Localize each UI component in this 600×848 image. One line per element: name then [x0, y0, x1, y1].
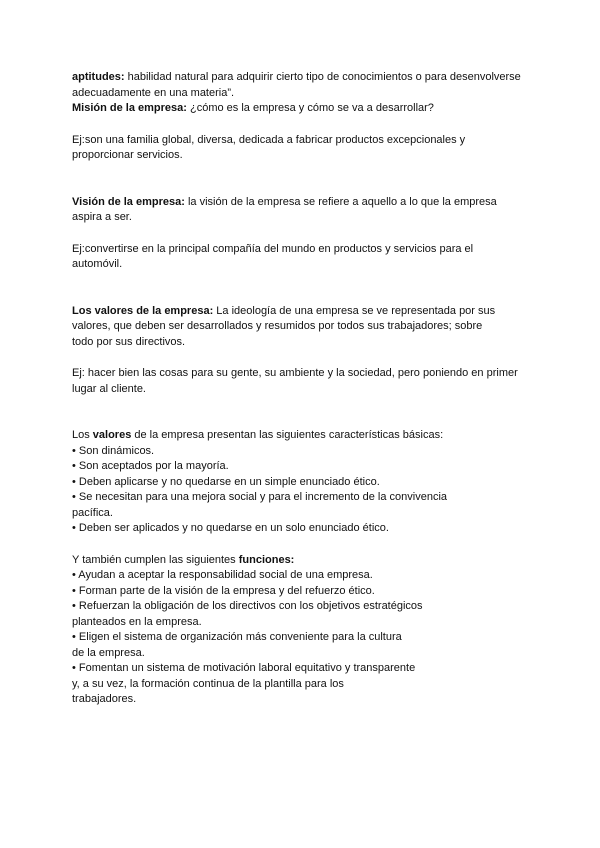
valores-definition — [72, 304, 542, 351]
caracteristicas-intro — [72, 428, 542, 444]
list-item: • Ayudan a aceptar la responsabilidad social de una empresa. — [72, 569, 373, 581]
list-item: de la empresa. — [72, 646, 145, 659]
mision-example-1: Ej:son una familia global, diversa, dedicada a fabricar productos excepcionales y — [72, 133, 466, 146]
aptitudes-term: aptitudes: — [72, 71, 125, 83]
valores-example-2: lugar al cliente. — [72, 382, 146, 395]
list-item: trabajadores. — [72, 693, 137, 705]
list-item: • Son dinámicos. — [72, 444, 155, 457]
vision-text-2: aspira a ser. — [72, 211, 132, 223]
list-item: • Forman parte de la visión de la empresa y del refuerzo ético. — [72, 584, 375, 597]
list-item: • Deben aplicarse y no quedarse en un simple enunciado ético. — [72, 475, 380, 488]
list-item: • Deben ser aplicados y no quedarse en un solo enunciado ético. — [72, 522, 389, 534]
caracteristicas-intro-pre: Los — [72, 429, 93, 441]
list-item: • Fomentan un sistema de motivación laboral equitativo y transparente — [72, 662, 416, 674]
funciones-intro — [72, 553, 542, 569]
funciones-intro-bold: funciones: — [238, 553, 295, 566]
list-item: • Se necesitan para una mejora social y para el incremento de la convivencia — [72, 491, 448, 503]
vision-example-1: Ej:convertirse en la principal compañía del mundo en productos y servicios para el — [72, 242, 474, 255]
funciones-section — [72, 553, 542, 708]
aptitudes-text-1: habilidad natural para adquirir cierto tipo de conocimientos o para desenvolverse — [124, 71, 521, 83]
valores-example — [72, 366, 542, 397]
vision-example-2: automóvil. — [72, 258, 123, 270]
vision-example — [72, 242, 542, 273]
document-body — [72, 70, 542, 708]
vision-term: Visión de la empresa: — [72, 195, 185, 208]
caracteristicas-section — [72, 428, 542, 537]
mision-example-2: proporcionar servicios. — [72, 149, 183, 161]
list-item: • Eligen el sistema de organización más conveniente para la cultura — [72, 631, 402, 643]
valores-text-1: La ideología de una empresa se ve representada por sus — [213, 304, 496, 317]
funciones-intro-pre: Y también cumplen las siguientes — [72, 553, 239, 566]
valores-example-1: Ej: hacer bien las cosas para su gente, su ambiente y la sociedad, pero poniendo en primer — [72, 367, 518, 379]
aptitudes-definition — [72, 70, 542, 101]
mision-text-1: ¿cómo es la empresa y cómo se va a desarrollar? — [186, 102, 434, 114]
caracteristicas-intro-post: de la empresa presentan las siguientes características básicas: — [131, 429, 444, 441]
valores-text-3: todo por sus directivos. — [72, 335, 186, 348]
list-item: • Refuerzan la obligación de los directivos con los objetivos estratégicos — [72, 600, 423, 612]
vision-text-1: la visión de la empresa se refiere a aquello a lo que la empresa — [184, 195, 497, 208]
mision-example — [72, 133, 542, 164]
mision-definition — [72, 101, 542, 117]
mision-term: Misión de la empresa: — [72, 102, 187, 114]
caracteristicas-intro-bold: valores — [92, 429, 132, 441]
valores-term: Los valores de la empresa: — [72, 304, 214, 317]
valores-text-2: valores, que deben ser desarrollados y resumidos por todos sus trabajadores; sobre — [72, 320, 483, 332]
list-item: y, a su vez, la formación continua de la plantilla para los — [72, 677, 344, 690]
aptitudes-text-2: adecuadamente en una materia”. — [72, 86, 235, 99]
list-item: • Son aceptados por la mayoría. — [72, 460, 229, 472]
list-item: planteados en la empresa. — [72, 615, 202, 628]
list-item: pacífica. — [72, 506, 113, 519]
vision-definition — [72, 195, 542, 226]
